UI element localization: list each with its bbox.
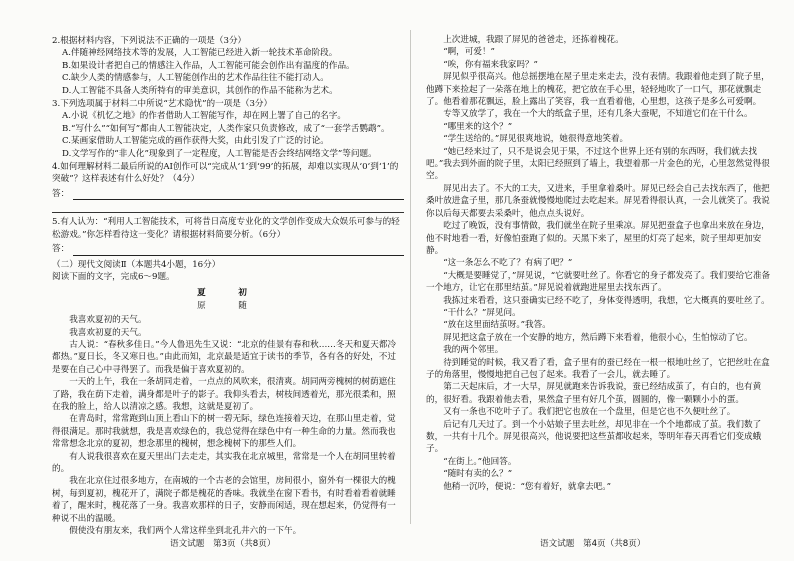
page-divider	[410, 30, 411, 524]
q2-stem: 2.根据材料内容，下列说法不正确的一项是（3分）	[52, 36, 247, 46]
story-paragraph: 后记有几天过了。到一个小姑娘子里去吐丝，却见非在一个个地都成了茧。我们数了数，一共有十几个。屏见很高兴，他说要把这些茧都收起来，等明年春天再看它们变成蛾子。	[426, 419, 762, 455]
q5-answer-label: 答：	[52, 244, 70, 255]
story-paragraph: “随时有卖的么？”	[443, 469, 513, 480]
left-column	[52, 34, 404, 537]
q2-option-c: C.缺少人类的情感参与，人工智能创作出的艺术作品往往不能打动人。	[62, 73, 329, 84]
story-paragraph: 第二天起床后，才一大早，屏见就跑来告诉我说，蚕已经结成茧了，有白的，也有黄的，很好看。我跟着他去看，果然盒子里有好几个茧，圆圆的，像一颗颗小小的蛋。	[426, 382, 762, 405]
story-paragraph: 他稍一沉吟，便说：“您有着好，就拿去吧。”	[443, 481, 611, 492]
reading-instruction: 阅读下面的文字，完成6～9题。	[52, 271, 175, 282]
q5-answer-line[interactable]	[52, 243, 404, 255]
page-footer-left: 语文试题 第3页（共8页）	[170, 539, 276, 549]
q3-stem: 3.下列选项属于材料二中所说“艺术隐忧”的一项是（3分）	[52, 99, 273, 110]
essay-title: 夏 初	[197, 288, 259, 299]
section-heading: （二）现代文阅读Ⅱ（本题共4小题，16分）	[52, 259, 221, 270]
essay-paragraph: 有人说我很喜欢在夏天里出门去走走，其实我在北京城里，常常是一个人在胡同里转着的。	[52, 451, 396, 474]
story-paragraph: “学生送给的。”屏见很爽地说，她很得意地笑着。	[443, 134, 629, 145]
q5-stem: 5.有人认为：“利用人工智能技术，可将昔日高度专业化的文学创作变成大众娱乐可参与的轻松游戏。”你怎样看待这一变化？请根据材料简要分析。（6分）	[52, 217, 400, 240]
essay-paragraph: 我喜欢夏初的天气。	[69, 315, 147, 326]
story-paragraph: 屏见似乎很高兴。他总摇摆地在屋子里走来走去，没有表情。我跟着他走到了院子里，他蹲下来捡起了一朵落在地上的槐花，把它放在手心里，轻轻地吹了一口气，那花就飘走了。他看着那花飘远，脸上露出了笑容，我一直看着他，心里想，这孩子是多么可爱啊。	[426, 72, 770, 108]
story-paragraph: “啊，可爱！”	[443, 47, 495, 58]
q2-option-b: B.如果设计者把自己的情感注入作品，人工智能可能会创作出有温度的作品。	[62, 60, 355, 71]
q4-answer-line[interactable]	[52, 188, 404, 200]
q2-option-a: A.伴随神经网络技术等的发展，人工智能已经进入新一轮技术革命阶段。	[62, 48, 338, 59]
story-paragraph: 又有一条也不吃叶子了。我们把它也放在一个盘里，但是它也不久便吐丝了。	[443, 407, 736, 418]
page-footer-right: 语文试题 第4页（共8页）	[540, 539, 646, 549]
right-column	[426, 34, 778, 519]
story-paragraph: “哪里来的这个？”	[443, 121, 513, 132]
story-paragraph: 屏见把这盒子放在一个安静的地方，然后蹲下来看着，他很小心，生怕惊动了它。	[443, 332, 753, 343]
story-paragraph: “放在这里面结茧呀。”我答。	[443, 320, 551, 331]
q5-answer-rule	[73, 246, 404, 256]
essay-paragraph: 一天的上午，我在一条胡同走着，一点点的风吹来，很清爽。胡同两旁槐树的树荫遮住了路，我在荫下走着，满身都是叶子的影子。我仰头看去，树枝间透着光，那光很柔和，照在我的脸上，给人以清凉之感。我想，这就是夏初了。	[52, 377, 396, 412]
q3-option-d: D.文学写作的“非人化”现象到了一定程度，人工智能是否会终结网络文学”等问题。	[62, 148, 377, 159]
essay-paragraph: 在青岛时，常常跑到山顶上看山下的树一碧无际，绿色连接着天边，在那山里走着，觉得很满足。那时我就想，我是喜欢绿色的，我总觉得在绿色中有一种生命的力量。然而我也常常想念北京的夏初，想念那里的槐树，想念槐树下的那些人们。	[52, 414, 396, 450]
essay-paragraph: 我在北京住过很多地方，在南城的一个古老的会馆里，房间很小，窗外有一棵很大的槐树，每到夏初，槐花开了，满院子都是槐花的香味。我就坐在窗下看书，有时看着看着就睡着了，醒来时，槐花落了一身。我喜欢那样的日子，安静而闲适，现在想起来，仍觉得有一种说不出的温暖。	[52, 476, 396, 524]
story-paragraph: 上次进城，我跟了屏见的爸爸走，还拣着槐花。	[443, 35, 624, 45]
q4-answer-rule	[73, 190, 404, 200]
story-paragraph: “这一条怎么不吃了？有病了吧？”	[443, 258, 573, 269]
story-paragraph: “大概是要睡觉了，”屏见说，“它就要吐丝了。你看它的身子都发亮了。我们要给它准备一个地方，让它在那里结茧。”屏见说着就跑进屋里去找东西了。	[426, 270, 771, 294]
story-paragraph: “唉，你有福来我家吗？”	[443, 59, 538, 70]
story-paragraph: 屏见出去了。不大的工夫，又进来，手里拿着桑叶。屏见已经会自己去找东西了，他把桑叶放进盒子里，那几条蚕就慢慢地爬过去吃起来。屏见看得很认真，一会儿就笑了。我说你以后每天都要去采桑叶，他点点头说好。	[426, 183, 770, 219]
story-paragraph: 待到睡觉的时候，我又看了看，盒子里有的蚕已经在一根一根地吐丝了，它把丝吐在盒子的角落里，慢慢地把自己包了起来。我看了一会儿，就去睡了。	[426, 357, 770, 380]
story-paragraph: 吃过了晚饭，没有事情做，我们就坐在院子里乘凉。屏见把蚕盒子也拿出来放在身边，他不时地看一看，好像怕蚕跑了似的。天黑下来了，屋里的灯亮了起来，院子里却更加安静。	[426, 221, 770, 256]
essay-paragraph: 假使没有朋友来，我们两个人常这样坐到北孔井六的一下午。	[69, 526, 302, 537]
essay-paragraph: 我喜欢初夏的天气。	[69, 327, 147, 338]
story-paragraph: “在街上。”他回答。	[443, 456, 517, 467]
story-paragraph: 专等又放学了，我在一个大的纸盒子里，还有几条大蚕呢，不知道它们在干什么。	[443, 109, 753, 120]
essay-paragraph: 古人说：“春秋多佳日。”今人鲁迅先生又说：“北京的佳景有春和秋……冬天和夏天都冷都热。”夏日长，冬又寒日也。”由此而知，北京最是适宜于读书的季节，各有各的好处，不过是要在自己心中寻得罢了。而我是偏于喜欢夏初的。	[52, 339, 397, 375]
story-paragraph: 我拣过来看看，这只蚕确实已经不吃了，身体变得透明，我想，它大概真的要吐丝了。	[443, 295, 770, 306]
q2-option-d: D.人工智能不具备人类所特有的审美意识，其创作的作品不能称为艺术。	[62, 85, 338, 96]
story-paragraph: “干什么？”屏见问。	[443, 307, 521, 318]
essay-author: 原 随	[197, 300, 259, 311]
q3-option-b: B.“写什么”“如何写”都由人工智能决定，人类作家只负责修改，成了“一套学舌鹦鹉”。	[62, 123, 390, 134]
q3-option-c: C.某画家借助人工智能完成的画作获得大奖，由此引发了广泛的讨论。	[62, 136, 329, 147]
q3-option-a: A.小说《机忆之地》的作者借助人工智能写作，却在网上署了自己的名字。	[62, 111, 346, 122]
story-paragraph: “她已经来过了，只不是说会见于果，不过这个世界上还有别的东西呀，我们就去找吧。”我去到外面的院子里，太阳已经照到了墙上，我望着那一片金色的光，心里忽然觉得很空。	[426, 146, 770, 182]
q4-answer-line-2[interactable]	[52, 203, 404, 213]
story-paragraph: 我的两个邻里。	[443, 345, 504, 356]
q4-answer-label: 答：	[52, 188, 70, 199]
q4-answer-rule-2	[52, 203, 404, 213]
q4-stem: 4.如何理解材料二最后所说的AI创作可以“完成从‘1’到‘99’的拓展，却难以实现从‘0’到‘1’的突破”？这样表述有什么好处？（4分）	[52, 162, 399, 185]
